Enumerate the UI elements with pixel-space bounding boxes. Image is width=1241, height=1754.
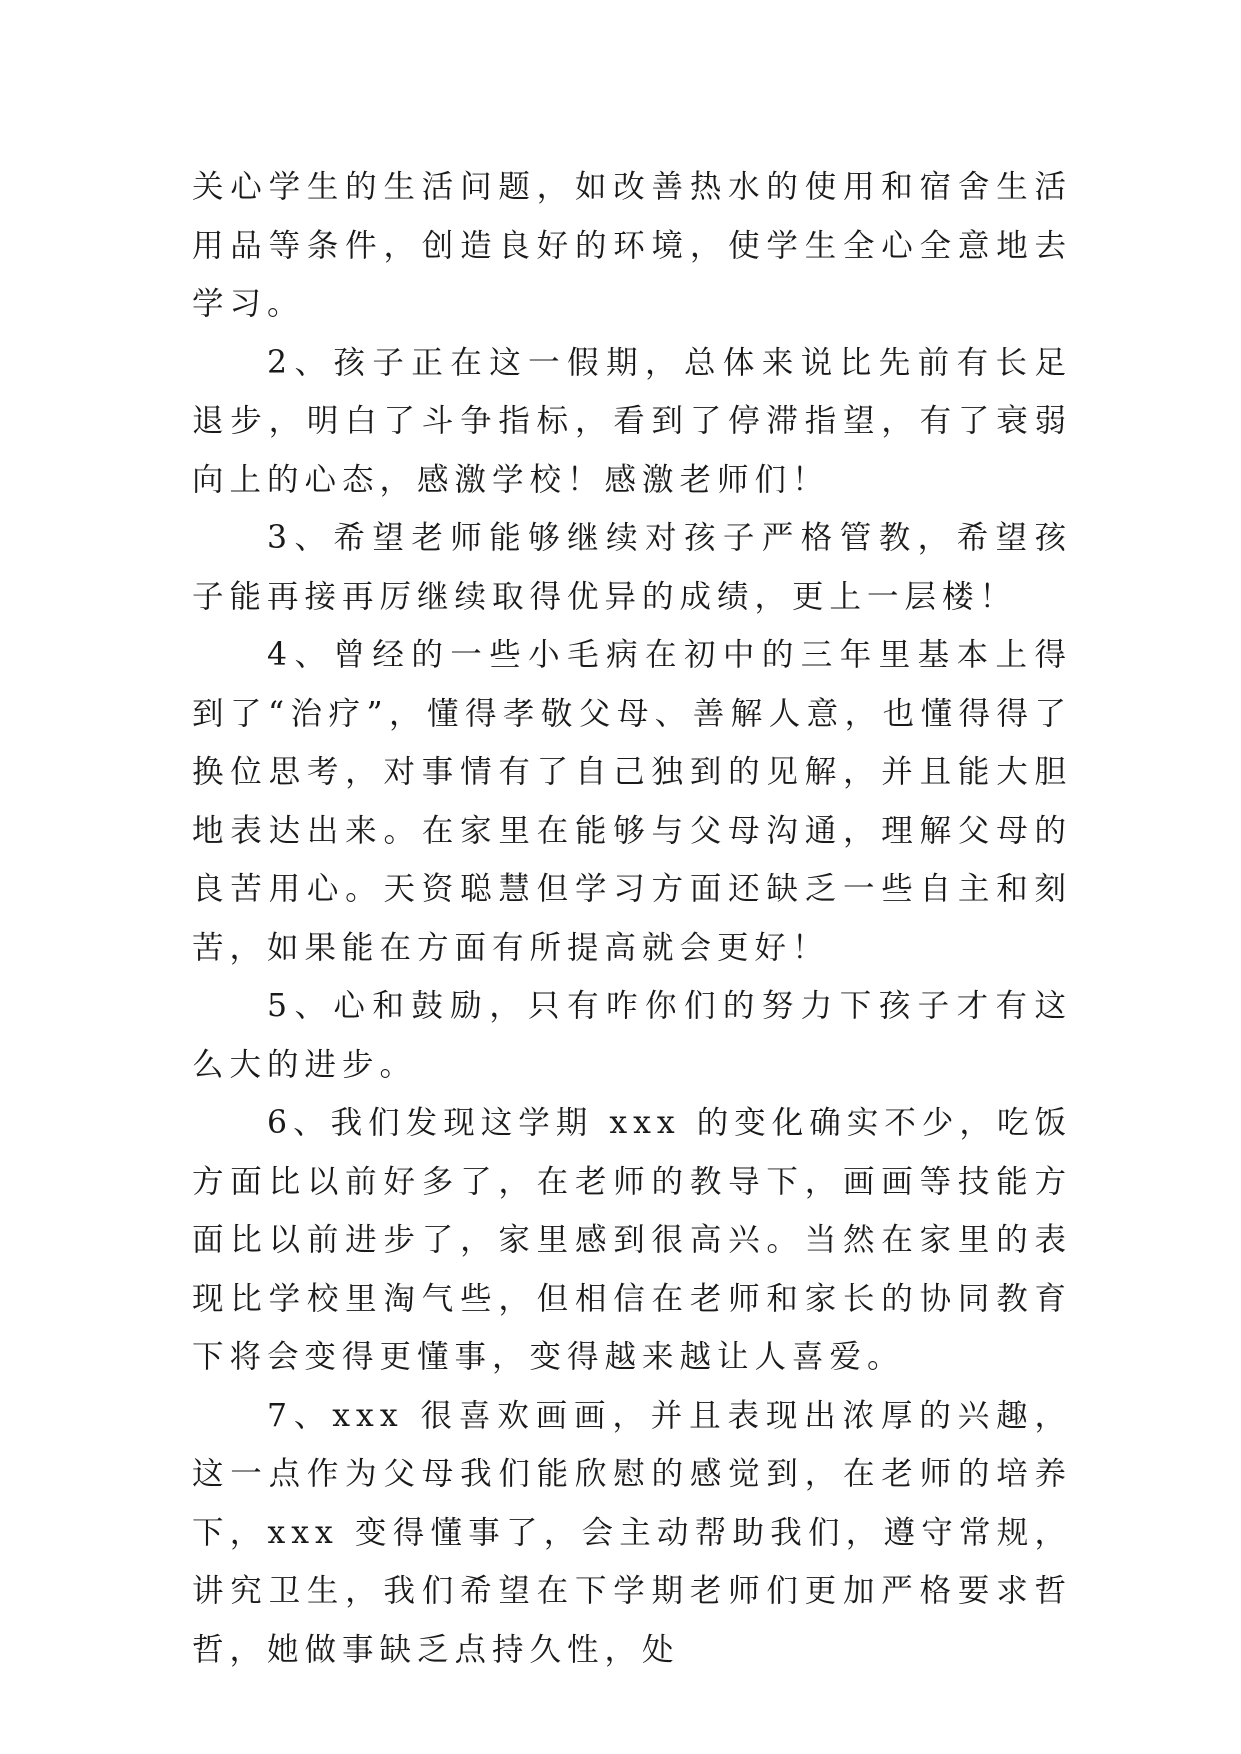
- paragraph-continuation: 关心学生的生活问题，如改善热水的使用和宿舍生活用品等条件，创造良好的环境，使学生全心全意地去学习。: [192, 169, 1072, 322]
- document-page: [192, 158, 1072, 1679]
- paragraph-item-4: 4、曾经的一些小毛病在初中的三年里基本上得到了“治疗”，懂得孝敬父母、善解人意，也懂得得了换位思考，对事情有了自己独到的见解，并且能大胆地表达出来。在家里在能够与父母沟通，理解父母的良苦用心。天资聪慧但学习方面还缺乏一些自主和刻苦，如果能在方面有所提高就会更好！: [192, 637, 1072, 966]
- paragraph-item-7: 7、xxx 很喜欢画画，并且表现出浓厚的兴趣，这一点作为父母我们能欣慰的感觉到，在老师的培养下，xxx 变得懂事了，会主动帮助我们，遵守常规，讲究卫生，我们希望在下学期老师们更加严格要求哲哲，她做事缺乏点持久性，处: [192, 1397, 1072, 1668]
- paragraph-item-6: 6、我们发现这学期 xxx 的变化确实不少，吃饭方面比以前好多了，在老师的教导下，画画等技能方面比以前进步了，家里感到很高兴。当然在家里的表现比学校里淘气些，但相信在老师和家长的协同教育下将会变得更懂事，变得越来越让人喜爱。: [192, 1105, 1072, 1375]
- paragraph-item-2: 2、孩子正在这一假期，总体来说比先前有长足退步，明白了斗争指标，看到了停滞指望，有了衰弱向上的心态，感激学校！感激老师们！: [192, 344, 1072, 498]
- paragraph-item-3: 3、希望老师能够继续对孩子严格管教，希望孩子能再接再厉继续取得优异的成绩，更上一层楼！: [192, 520, 1072, 615]
- paragraph-item-5: 5、心和鼓励，只有咋你们的努力下孩子才有这么大的进步。: [192, 988, 1072, 1083]
